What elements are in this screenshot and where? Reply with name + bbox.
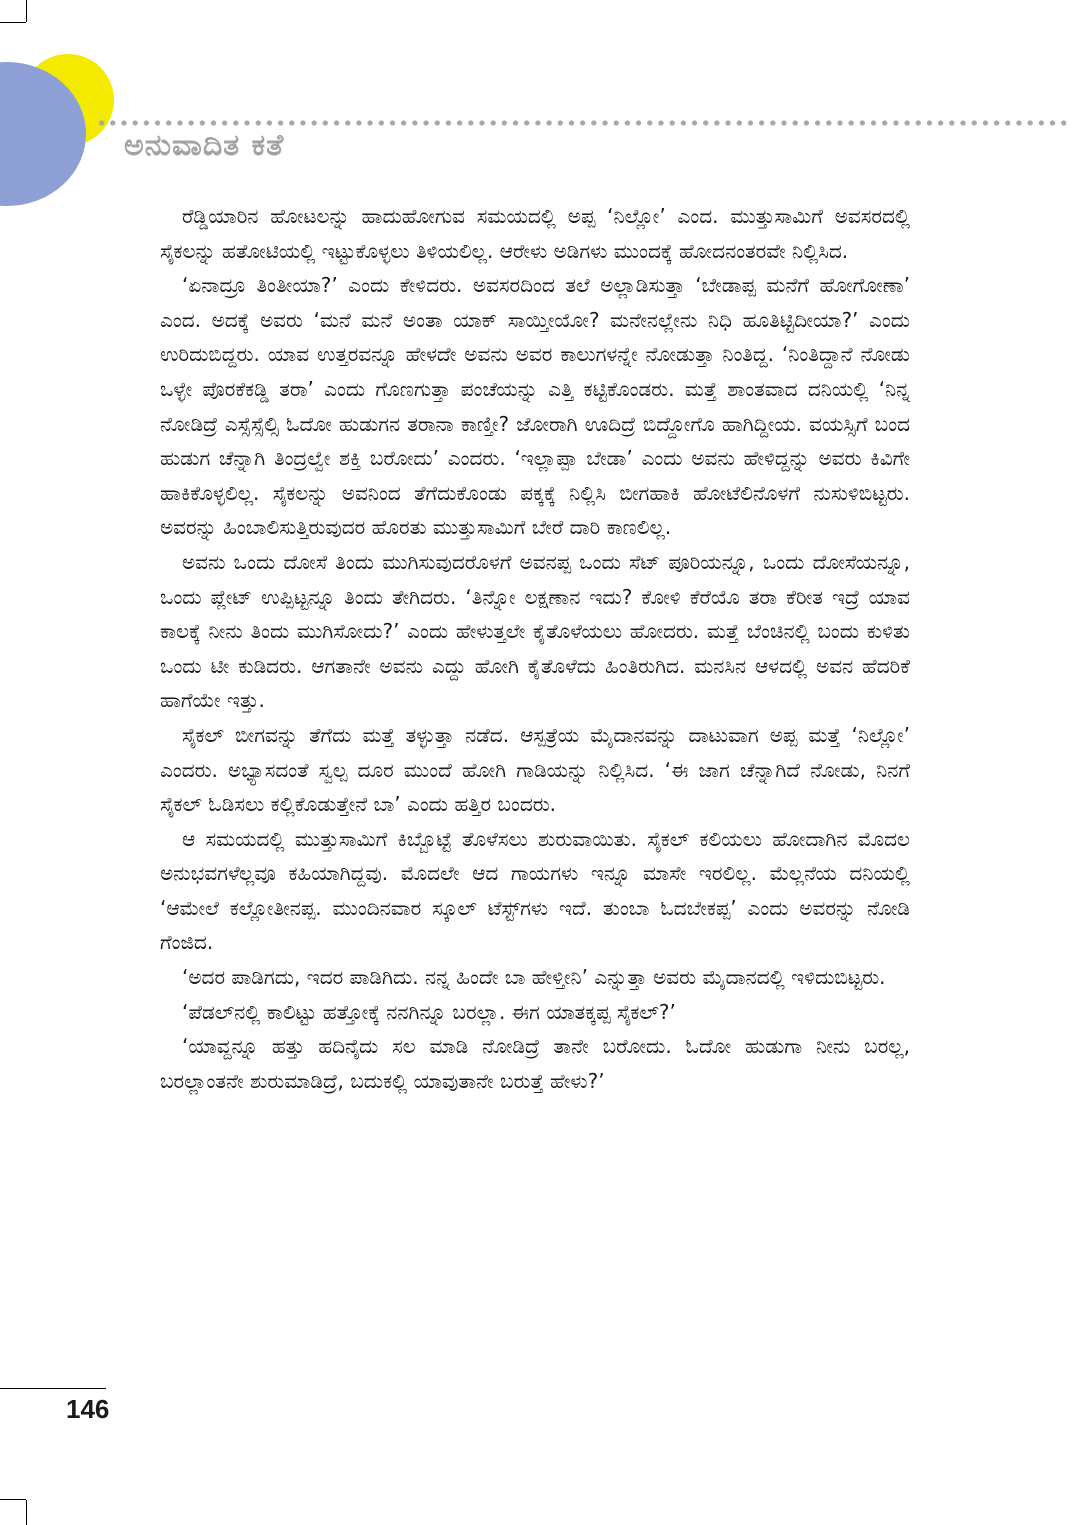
paragraph: ಅವನು ಒಂದು ದೋಸೆ ತಿಂದು ಮುಗಿಸುವುದರೊಳಗೆ ಅವನಪ್ಪ ಒಂದು ಸೆಟ್ ಪೂರಿಯನ್ನೂ, ಒಂದು ದೋಸೆಯನ್ನೂ, ಒಂದು ಪ್ಲೇಟ್ ಉಪ್ಪಿಟ್ಟನ್ನೂ ತಿಂದು ತೇಗಿದರು. ‘ತಿನ್ನೋ ಲಕ್ಷಣಾನ ಇದು? ಕೋಳಿ ಕೆರೆಯೊ ತರಾ ಕೆರೀತ ಇದ್ರೆ ಯಾವ ಕಾಲಕ್ಕೆ ನೀನು ತಿಂದು ಮುಗಿಸೋದು?’ ಎಂದು ಹೇಳುತ್ತಲೇ ಕೈತೊಳೆಯಲು ಹೋದರು. ಮತ್ತೆ ಬೆಂಚಿನಲ್ಲಿ ಬಂದು ಕುಳಿತು ಒಂದು ಟೀ ಕುಡಿದರು. ಆಗತಾನೇ ಅವನು ಎದ್ದು ಹೋಗಿ ಕೈತೊಳೆದು ಹಿಂತಿರುಗಿದ. ಮನಸಿನ ಆಳದಲ್ಲಿ ಅವನ ಹೆದರಿಕೆ ಹಾಗೆಯೇ ಇತ್ತು. [160, 549, 910, 713]
paragraph: ‘ಯಾವ್ದನ್ನೂ ಹತ್ತು ಹದಿನೈದು ಸಲ ಮಾಡಿ ನೋಡಿದ್ರೆ ತಾನೇ ಬರೋದು. ಓದೋ ಹುಡುಗಾ ನೀನು ಬರಲ್ಲ, ಬರಲ್ಲಾಂತನೇ ಶುರುಮಾಡಿದ್ರೆ, ಬದುಕಲ್ಲಿ ಯಾವುತಾನೇ ಬರುತ್ತೆ ಹೇಳು?’ [160, 1034, 910, 1093]
story-body [160, 199, 910, 1098]
crop-mark-top-left-horizontal [0, 22, 26, 23]
page-number: 146 [66, 1394, 110, 1424]
paragraph: ಆ ಸಮಯದಲ್ಲಿ ಮುತ್ತುಸಾಮಿಗೆ ಕಿಬ್ಬೊಟ್ಟೆ ತೊಳೆಸಲು ಶುರುವಾಯಿತು. ಸೈಕಲ್ ಕಲಿಯಲು ಹೋದಾಗಿನ ಮೊದಲ ಅನುಭವಗಳೆಲ್ಲವೂ ಕಹಿಯಾಗಿದ್ದವು. ಮೊದಲೇ ಆದ ಗಾಯಗಳು ಇನ್ನೂ ಮಾಸೇ ಇರಲಿಲ್ಲ. ಮೆಲ್ಲನೆಯ ದನಿಯಲ್ಲಿ ‘ಆಮೇಲೆ ಕಲ್ಲೋತೀನಪ್ಪ. ಮುಂದಿನವಾರ ಸ್ಕೂಲ್ ಟೆಸ್ಟ್‌ಗಳು ಇದೆ. ತುಂಬಾ ಓದಬೇಕಪ್ಪ’ ಎಂದು ಅವರನ್ನು ನೋಡಿ ಗೆಂಜಿದ. [160, 826, 910, 955]
crop-mark-top-left [26, 0, 27, 22]
footer-rule [0, 1388, 106, 1389]
paragraph: ‘ಅದರ ಪಾಡಿಗದು, ಇದರ ಪಾಡಿಗಿದು. ನನ್ನ ಹಿಂದೇ ಬಾ ಹೇಳ್ತೀನಿ’ ಎನ್ನುತ್ತಾ ಅವರು ಮೈದಾನದಲ್ಲಿ ಇಳಿದುಬಿಟ್ಟರು. [182, 965, 886, 990]
paragraph: ರೆಡ್ಡಿಯಾರಿನ ಹೋಟಲನ್ನು ಹಾದುಹೋಗುವ ಸಮಯದಲ್ಲಿ ಅಪ್ಪ ‘ನಿಲ್ಲೋ’ ಎಂದ. ಮುತ್ತುಸಾಮಿಗೆ ಅವಸರದಲ್ಲಿ ಸೈಕಲನ್ನು ಹತೋಟಿಯಲ್ಲಿ ಇಟ್ಟುಕೊಳ್ಳಲು ತಿಳಿಯಲಿಲ್ಲ. ಆರೇಳು ಅಡಿಗಳು ಮುಂದಕ್ಕೆ ಹೋದನಂತರವೇ ನಿಲ್ಲಿಸಿದ. [160, 204, 910, 263]
crop-mark-bottom-left-horizontal [0, 1499, 26, 1500]
paragraph: ‘ಪೆಡಲ್‌ನಲ್ಲಿ ಕಾಲಿಟ್ಟು ಹತ್ತೋಕ್ಕೆ ನನಗಿನ್ನೂ ಬರಲ್ಲಾ. ಈಗ ಯಾತಕ್ಕಪ್ಪ ಸೈಕಲ್?’ [182, 999, 676, 1024]
paragraph: ‘ಏನಾದ್ರೂ ತಿಂತೀಯಾ?’ ಎಂದು ಕೇಳಿದರು. ಅವಸರದಿಂದ ತಲೆ ಅಲ್ಲಾಡಿಸುತ್ತಾ ‘ಬೇಡಾಪ್ಪ ಮನೆಗೆ ಹೋಗೋಣಾ’ ಎಂದ. ಅದಕ್ಕೆ ಅವರು ‘ಮನೆ ಮನೆ ಅಂತಾ ಯಾಕ್ ಸಾಯ್ತೀಯೋ? ಮನೇನಲ್ಲೇನು ನಿಧಿ ಹೂತಿಟ್ಟಿದೀಯಾ?’ ಎಂದು ಉರಿದುಬಿದ್ದರು. ಯಾವ ಉತ್ತರವನ್ನೂ ಹೇಳದೇ ಅವನು ಅವರ ಕಾಲುಗಳನ್ನೇ ನೋಡುತ್ತಾ ನಿಂತಿದ್ದ. ‘ನಿಂತಿದ್ದಾನೆ ನೋಡು ಒಳ್ಳೇ ಪೊರಕೆಕಡ್ಡಿ ತರಾ’ ಎಂದು ಗೊಣಗುತ್ತಾ ಪಂಚೆಯನ್ನು ಎತ್ತಿ ಕಟ್ಟಿಕೊಂಡರು. ಮತ್ತೆ ಶಾಂತವಾದ ದನಿಯಲ್ಲಿ ‘ನಿನ್ನ ನೋಡಿದ್ರೆ ಎಸ್ಸೆಸ್ಸೆಲ್ಸಿ ಓದೋ ಹುಡುಗನ ತರಾನಾ ಕಾಣ್ತೀ? ಜೋರಾಗಿ ಊದಿದ್ರೆ ಬಿದ್ದೋಗೊ ಹಾಗಿದ್ದೀಯ. ವಯಸ್ಸಿಗೆ ಬಂದ ಹುಡುಗ ಚೆನ್ನಾಗಿ ತಿಂದ್ರಲ್ವೇ ಶಕ್ತಿ ಬರೋದು’ ಎಂದರು. ‘ಇಲ್ಲಾಪ್ಪಾ ಬೇಡಾ’ ಎಂದು ಅವನು ಹೇಳಿದ್ದನ್ನು ಅವರು ಕಿವಿಗೇ ಹಾಕಿಕೊಳ್ಳಲಿಲ್ಲ. ಸೈಕಲನ್ನು ಅವನಿಂದ ತೆಗೆದುಕೊಂಡು ಪಕ್ಕಕ್ಕೆ ನಿಲ್ಲಿಸಿ ಬೀಗಹಾಕಿ ಹೋಟೆಲಿನೊಳಗೆ ನುಸುಳಿಬಿಟ್ಟರು. ಅವರನ್ನು ಹಿಂಬಾಲಿಸುತ್ತಿರುವುದರ ಹೊರತು ಮುತ್ತುಸಾಮಿಗೆ ಬೇರೆ ದಾರಿ ಕಾಣಲಿಲ್ಲ. [160, 273, 910, 540]
section-title: ಅನುವಾದಿತ ಕತೆ [124, 128, 285, 163]
paragraph: ಸೈಕಲ್ ಬೀಗವನ್ನು ತೆಗೆದು ಮತ್ತೆ ತಳ್ಳುತ್ತಾ ನಡೆದ. ಆಸ್ಪತ್ರೆಯ ಮೈದಾನವನ್ನು ದಾಟುವಾಗ ಅಪ್ಪ ಮತ್ತೆ ‘ನಿಲ್ಲೋ’ ಎಂದರು. ಅಭ್ಯಾಸದಂತೆ ಸ್ವಲ್ಪ ದೂರ ಮುಂದೆ ಹೋಗಿ ಗಾಡಿಯನ್ನು ನಿಲ್ಲಿಸಿದ. ‘ಈ ಜಾಗ ಚೆನ್ನಾಗಿದೆ ನೋಡು, ನಿನಗೆ ಸೈಕಲ್ ಓಡಿಸಲು ಕಲ್ಲಿಕೊಡುತ್ತೇನೆ ಬಾ’ ಎಂದು ಹತ್ತಿರ ಬಂದರು. [160, 722, 910, 817]
crop-mark-bottom-left [26, 1500, 27, 1525]
